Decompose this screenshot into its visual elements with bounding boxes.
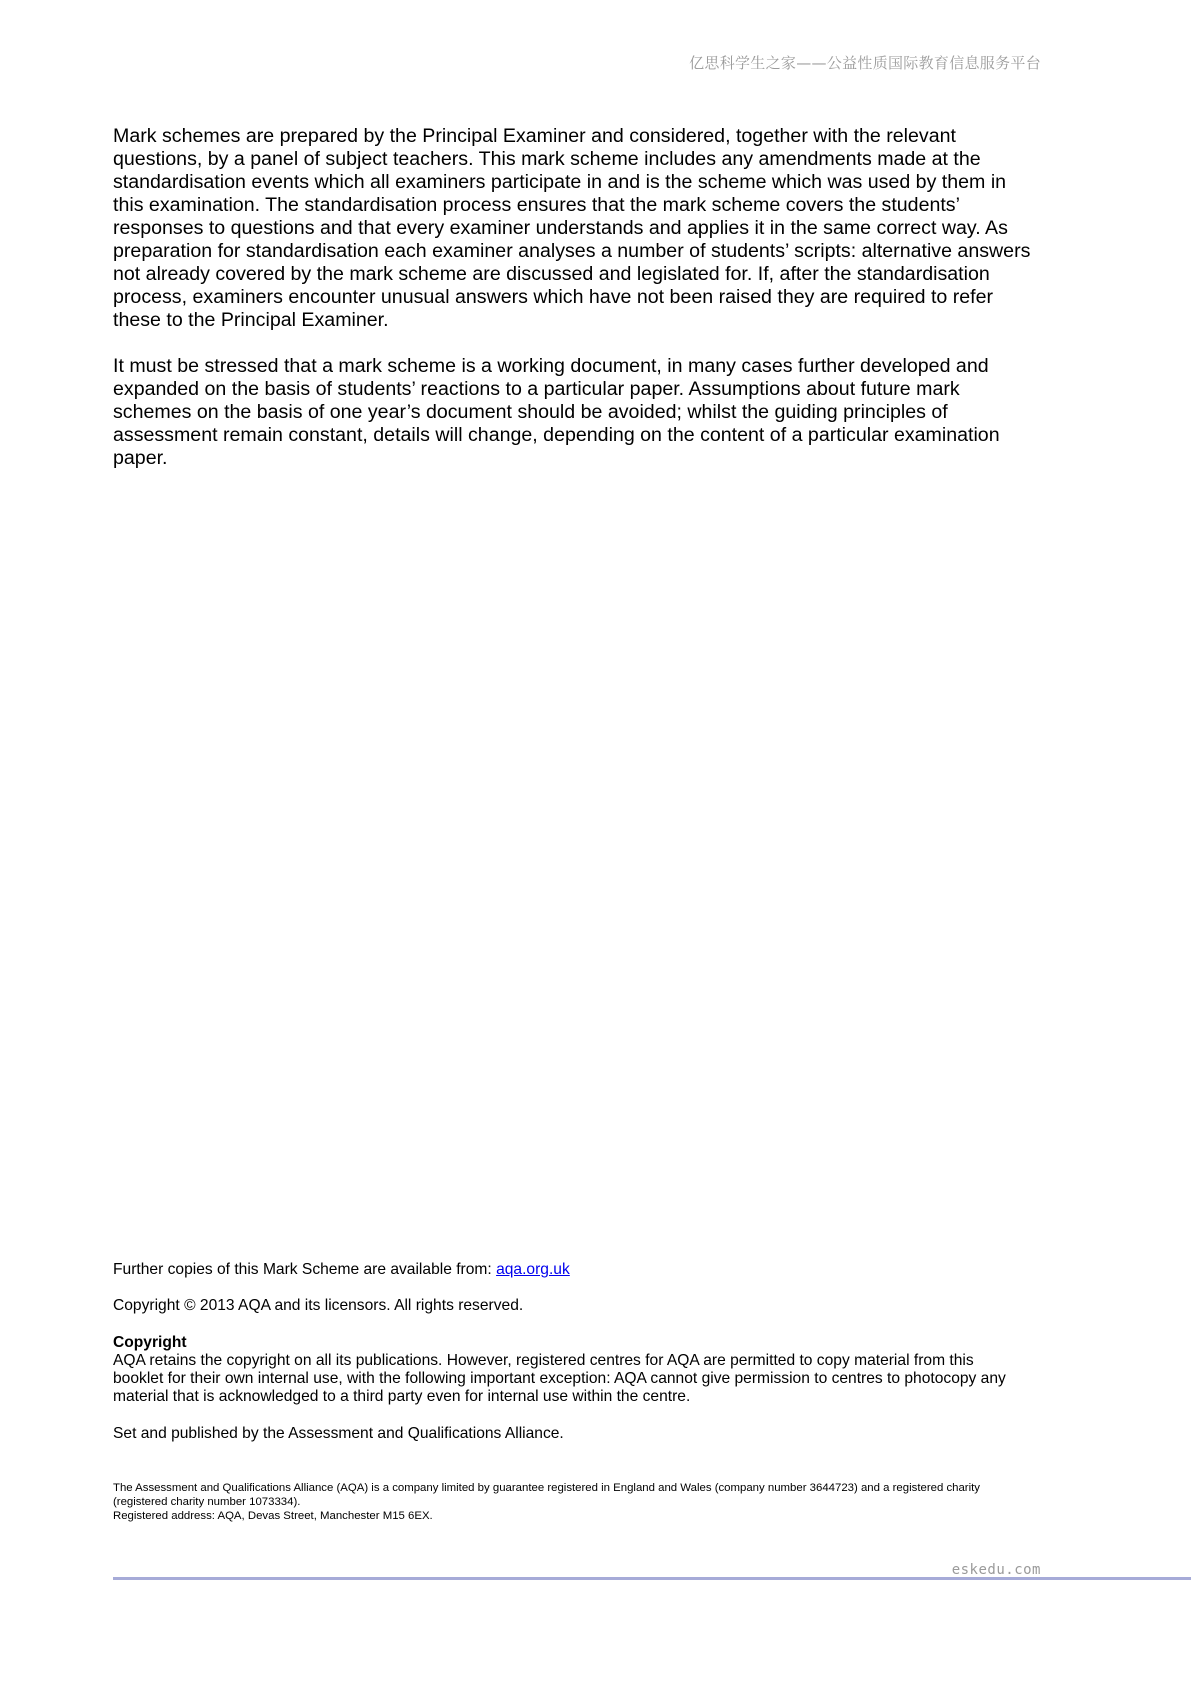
copyright-notice: Copyright © 2013 AQA and its licensors. All rights reserved. bbox=[113, 1297, 524, 1315]
footer-watermark: eskedu.com bbox=[951, 1562, 1041, 1578]
further-copies-text: Further copies of this Mark Scheme are available from: bbox=[113, 1261, 497, 1278]
legal-company-text: The Assessment and Qualifications Alliance (AQA) is a company limited by guarantee registered in England and Wales (company number 3644723) and a registered charity (registered charity number 1073334). bbox=[113, 1482, 980, 1508]
footer-block bbox=[113, 1261, 1013, 1461]
legal-notice bbox=[113, 1481, 1013, 1523]
working-document-paragraph: It must be stressed that a mark scheme is a working document, in many cases further developed and expanded on the basis of students’ reactions to a particular paper. Assumptions about future mark schemes on the basis of one year’s document should be avoided; whilst the guiding principles of assessment remain constant, details will change, depending on the content of a particular examination paper. bbox=[113, 355, 1000, 469]
main-body bbox=[113, 125, 1033, 493]
copyright-body: AQA retains the copyright on all its publications. However, registered centres for AQA are permitted to copy material from this booklet for their own internal use, with the following important exception: AQA cannot give permission to centres to photocopy any material that is acknowledged to a third party even for internal use within the centre. bbox=[113, 1351, 1006, 1406]
further-copies-line bbox=[113, 1261, 1013, 1279]
header-watermark: 亿思科学生之家——公益性质国际教育信息服务平台 bbox=[689, 54, 1041, 72]
aqa-website-link[interactable]: aqa.org.uk bbox=[496, 1261, 570, 1278]
copyright-section bbox=[113, 1334, 1013, 1407]
copyright-heading: Copyright bbox=[113, 1333, 187, 1351]
published-by: Set and published by the Assessment and Qualifications Alliance. bbox=[113, 1424, 564, 1442]
legal-address-text: Registered address: AQA, Devas Street, Manchester M15 6EX. bbox=[113, 1510, 433, 1522]
mark-scheme-intro-paragraph: Mark schemes are prepared by the Principal Examiner and considered, together with the relevant questions, by a panel of subject teachers. This mark scheme includes any amendments made at the standardisation events which all examiners participate in and is the scheme which was used by them in this examination. The standardisation process ensures that the mark scheme covers the students’ responses to questions and that every examiner understands and applies it in the same correct way. As preparation for standardisation each examiner analyses a number of students’ scripts: alternative answers not already covered by the mark scheme are discussed and legislated for. If, after the standardisation process, examiners encounter unusual answers which have not been raised they are required to refer these to the Principal Examiner. bbox=[113, 125, 1031, 331]
